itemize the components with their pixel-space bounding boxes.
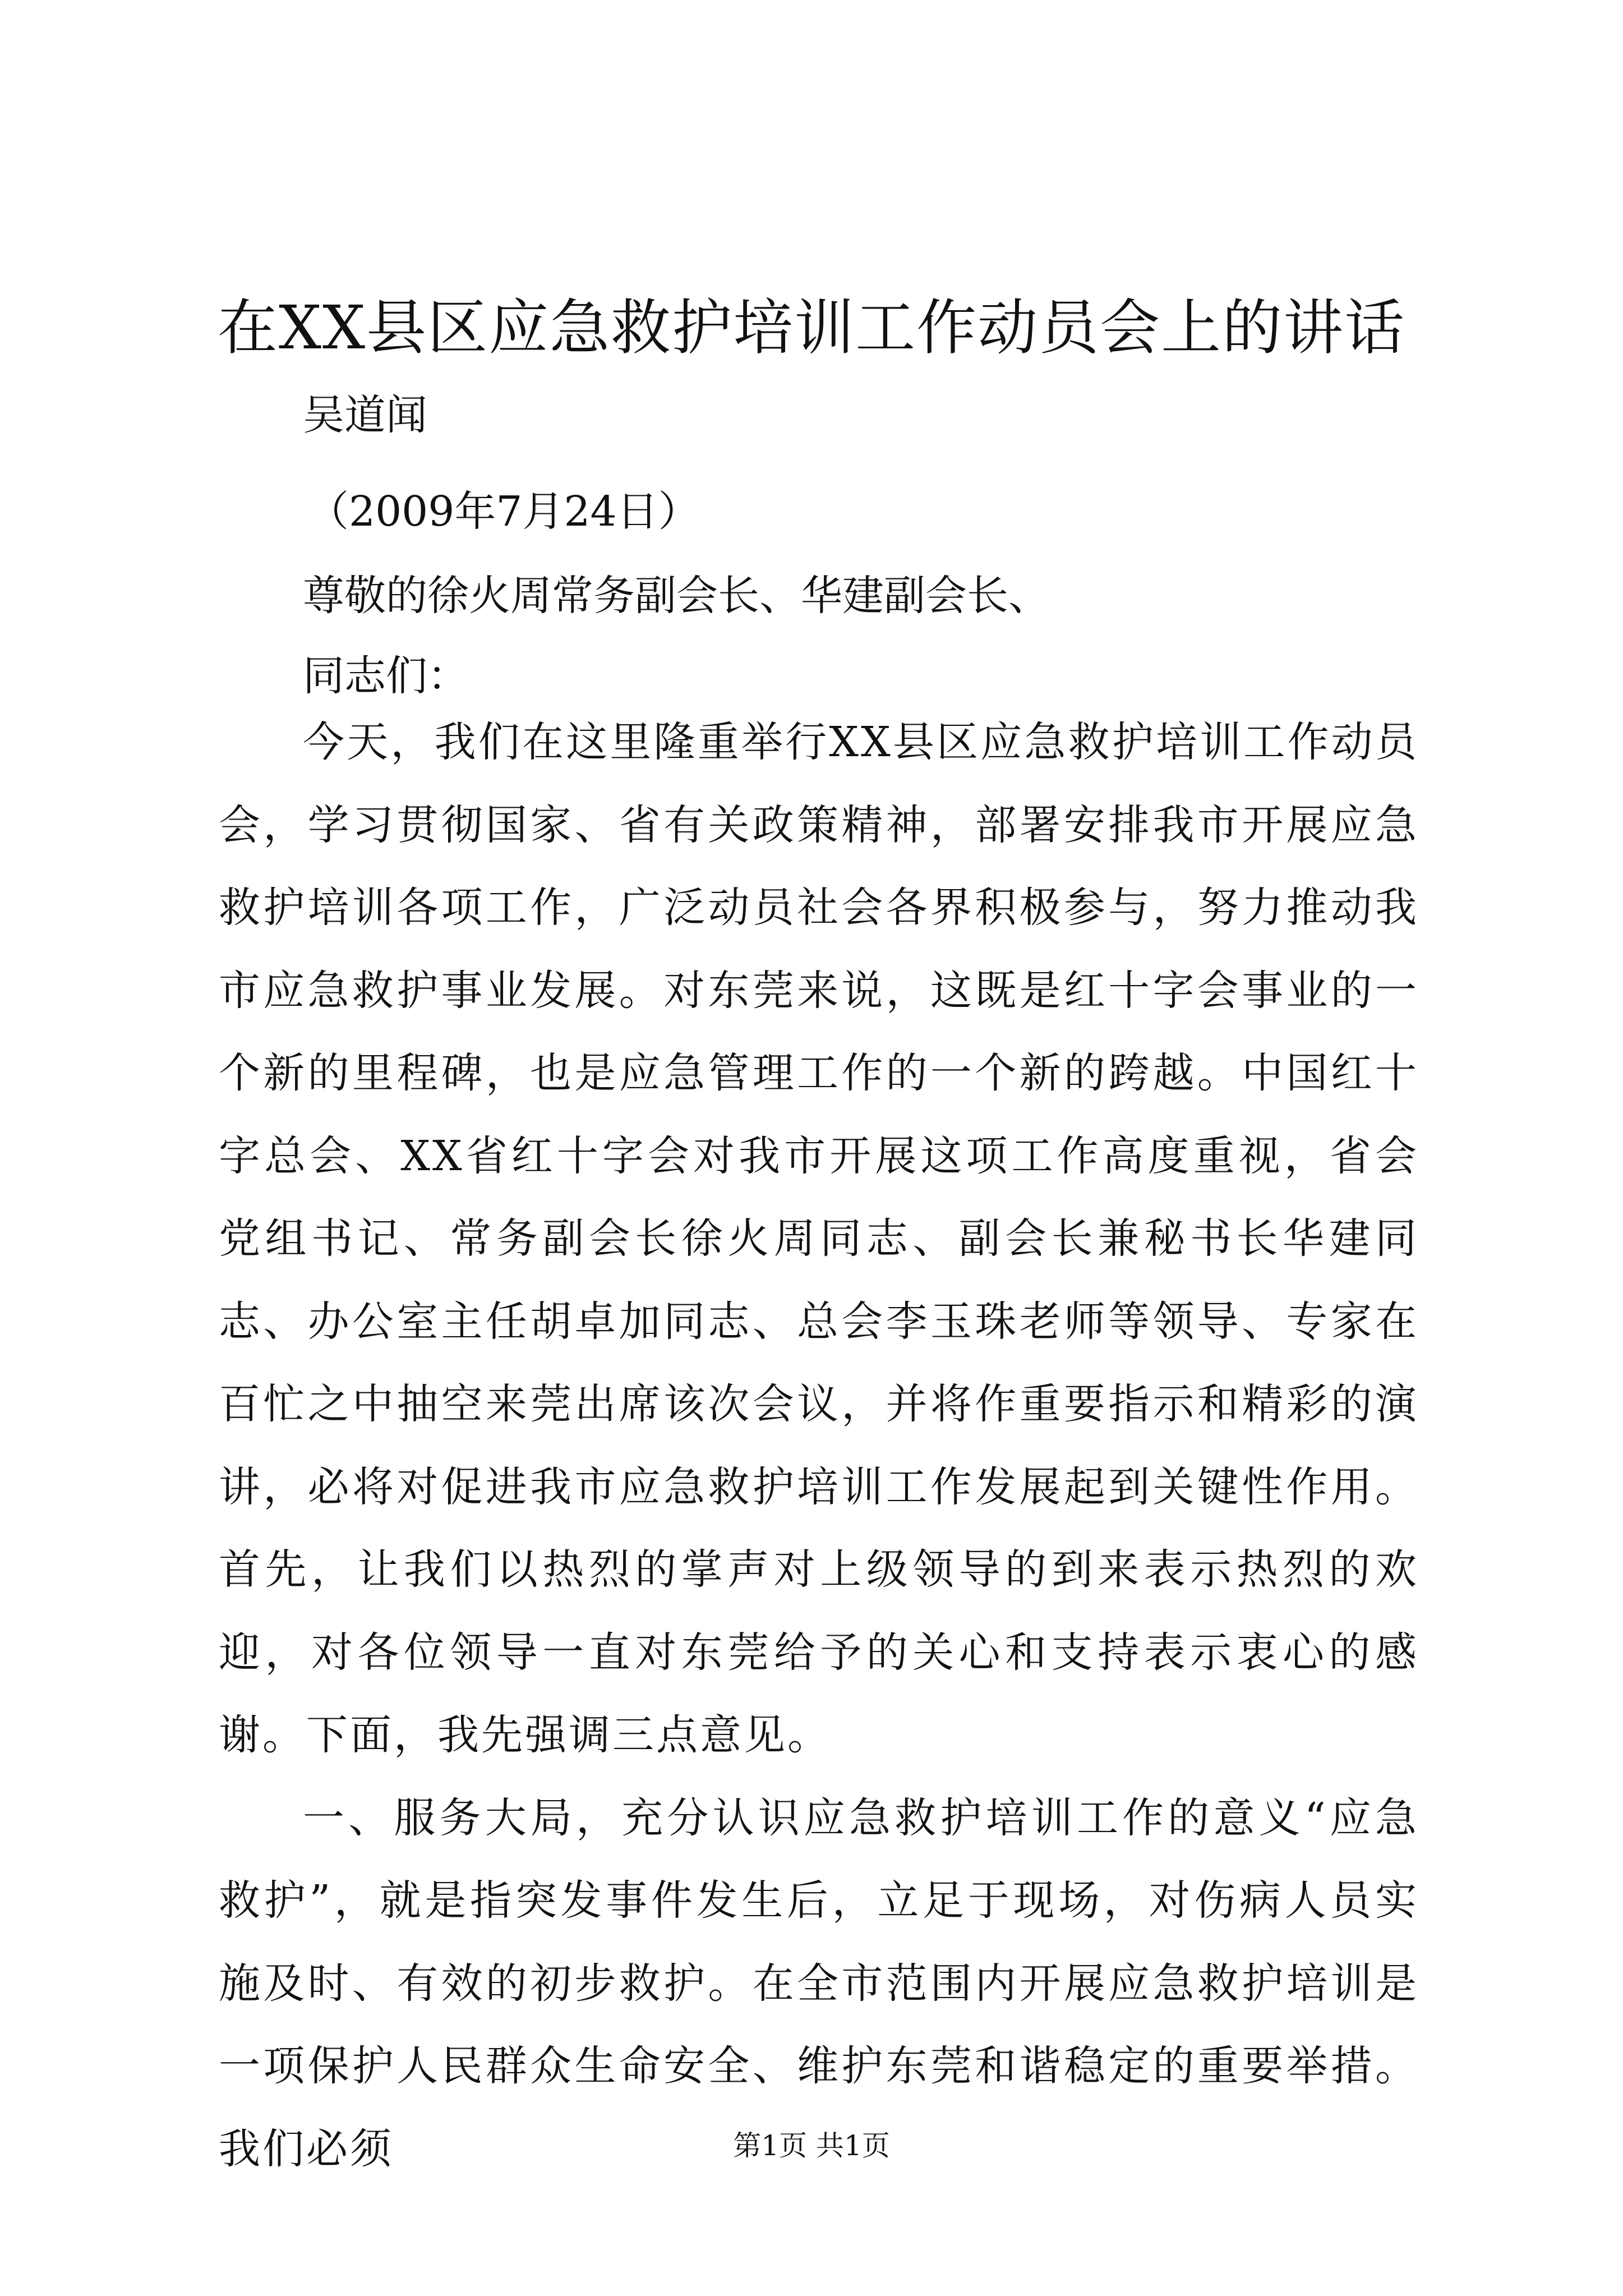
salutation-line: 同志们： bbox=[303, 652, 469, 700]
body-paragraph: 今天，我们在这里隆重举行XX县区应急救护培训工作动员会，学习贯彻国家、省有关政策精神，部署安排我市开展应急救护培训各项工作，广泛动员社会各界积极参与，努力推动我市应急救护事业发展。对东莞来说，这既是红十字会事业的一个新的里程碑，也是应急管理工作的一个新的跨越。中国红十字总会、XX省红十字会对我市开展这项工作高度重视，省会党组书记、常务副会长徐火周同志、副会长兼秘书长华建同志、办公室主任胡卓加同志、总会李玉珠老师等领导、专家在百忙之中抽空来莞出席该次会议，并将作重要指示和精彩的演讲，必将对促进我市应急救护培训工作发展起到关键性作用。首先，让我们以热烈的掌声对上级领导的到来表示热烈的欢迎，对各位领导一直对东莞给予的关心和支持表示衷心的感谢。下面，我先强调三点意见。 bbox=[219, 718, 1419, 1759]
author-name: 吴道闻 bbox=[303, 391, 427, 439]
salutation-line: 尊敬的徐火周常务副会长、华建副会长、 bbox=[303, 572, 1050, 620]
document-title: 在XX县区应急救护培训工作动员会上的讲话 bbox=[217, 293, 1406, 363]
speech-date: （2009年7月24日） bbox=[307, 487, 700, 536]
speech-body bbox=[219, 701, 1419, 2191]
page-footer: 第1页 共1页 bbox=[733, 2129, 890, 2162]
body-paragraph: 一、服务大局，充分认识应急救护培训工作的意义“应急救护”，就是指突发事件发生后，立足于现场，对伤病人员实施及时、有效的初步救护。在全市范围内开展应急救护培训是一项保护人民群众生命安全、维护东莞和谐稳定的重要举措。我们必须 bbox=[219, 1793, 1419, 2173]
